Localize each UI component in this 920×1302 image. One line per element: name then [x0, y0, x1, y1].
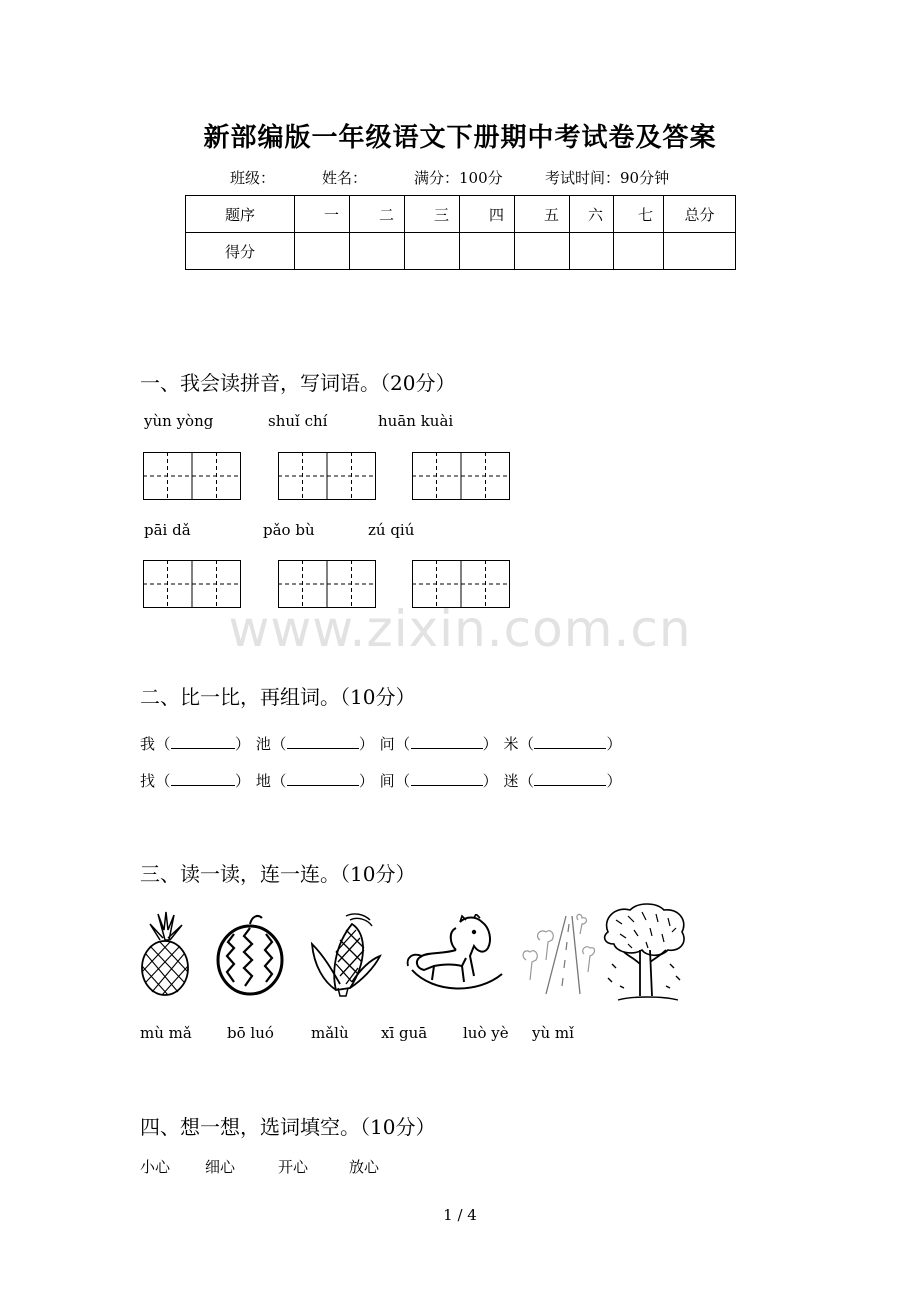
page-number: 1 / 4: [443, 1206, 477, 1224]
score-col-3: 三: [405, 196, 460, 233]
compare-row-2: 找（ ） 地（ ） 间（ ） 迷（ ）: [140, 772, 622, 790]
score-cell[interactable]: [350, 233, 405, 270]
writing-grid[interactable]: [412, 452, 510, 500]
answer-blank[interactable]: [287, 773, 359, 786]
pineapple-icon: [138, 910, 192, 996]
pinyin-option: luò yè: [463, 1024, 509, 1042]
exam-time: 考试时间：90分钟: [545, 169, 670, 187]
compare-char: 米: [503, 735, 519, 753]
road-icon: [518, 910, 598, 996]
pinyin-option: yù mǐ: [532, 1024, 574, 1042]
answer-blank[interactable]: [287, 736, 359, 749]
pinyin-label: pāi dǎ: [144, 521, 191, 539]
score-cell[interactable]: [515, 233, 570, 270]
pinyin-label: pǎo bù: [263, 521, 315, 539]
section1-heading: 一、我会读拼音，写词语。（20分）: [140, 371, 456, 395]
score-cell[interactable]: [614, 233, 664, 270]
score-table-score-label: 得分: [186, 233, 295, 270]
answer-blank[interactable]: [534, 736, 606, 749]
score-table-header-label: 题序: [186, 196, 295, 233]
corn-icon: [306, 910, 384, 998]
score-col-6: 六: [570, 196, 614, 233]
writing-grid[interactable]: [143, 452, 241, 500]
compare-char: 地: [255, 772, 272, 790]
compare-char: 我: [140, 735, 156, 753]
pinyin-label: huān kuài: [378, 412, 454, 430]
compare-char: 间: [379, 772, 396, 790]
pinyin-option: bō luó: [227, 1024, 274, 1042]
section2-heading: 二、比一比，再组词。（10分）: [140, 685, 416, 709]
writing-grid[interactable]: [278, 452, 376, 500]
score-col-4: 四: [460, 196, 515, 233]
answer-blank[interactable]: [171, 736, 235, 749]
answer-blank[interactable]: [171, 773, 235, 786]
pinyin-label: zú qiú: [368, 521, 415, 539]
score-table: [185, 195, 736, 270]
pinyin-label: yùn yòng: [144, 412, 214, 430]
page-title: 新部编版一年级语文下册期中考试卷及答案: [203, 123, 717, 153]
answer-blank[interactable]: [411, 736, 483, 749]
word-option: 开心: [278, 1158, 309, 1176]
answer-blank[interactable]: [411, 773, 483, 786]
score-table-header-row: [186, 196, 736, 233]
answer-blank[interactable]: [534, 773, 606, 786]
pinyin-option: xī guā: [381, 1024, 428, 1042]
class-label: 班级：: [230, 169, 276, 187]
compare-char: 池: [255, 735, 272, 753]
compare-char: 迷: [503, 772, 519, 790]
score-col-total: 总分: [664, 196, 736, 233]
word-option: 小心: [140, 1158, 171, 1176]
score-cell[interactable]: [295, 233, 350, 270]
pinyin-label: shuǐ chí: [268, 412, 328, 430]
compare-char: 找: [140, 772, 156, 790]
score-cell[interactable]: [570, 233, 614, 270]
score-cell[interactable]: [460, 233, 515, 270]
pinyin-option: mǎlù: [311, 1024, 349, 1042]
score-cell[interactable]: [664, 233, 736, 270]
compare-char: 问: [379, 735, 396, 753]
watermelon-icon: [214, 912, 286, 996]
score-col-2: 二: [350, 196, 405, 233]
pinyin-option: mù mǎ: [140, 1024, 192, 1042]
tree-icon: [598, 902, 690, 1006]
score-col-7: 七: [614, 196, 664, 233]
score-table-score-row: [186, 233, 736, 270]
rocking-horse-icon: [404, 914, 506, 996]
compare-row-1: 我（ ） 池（ ） 问（ ） 米（ ）: [140, 735, 622, 753]
score-cell[interactable]: [405, 233, 460, 270]
word-option: 放心: [349, 1158, 380, 1176]
watermark: www.zixin.com.cn: [228, 600, 692, 658]
name-label: 姓名：: [322, 169, 368, 187]
section3-heading: 三、读一读，连一连。（10分）: [140, 862, 416, 886]
word-option: 细心: [205, 1158, 236, 1176]
score-col-1: 一: [295, 196, 350, 233]
score-col-5: 五: [515, 196, 570, 233]
section4-heading: 四、想一想，选词填空。（10分）: [140, 1115, 436, 1139]
full-score: 满分：100分: [414, 169, 503, 187]
